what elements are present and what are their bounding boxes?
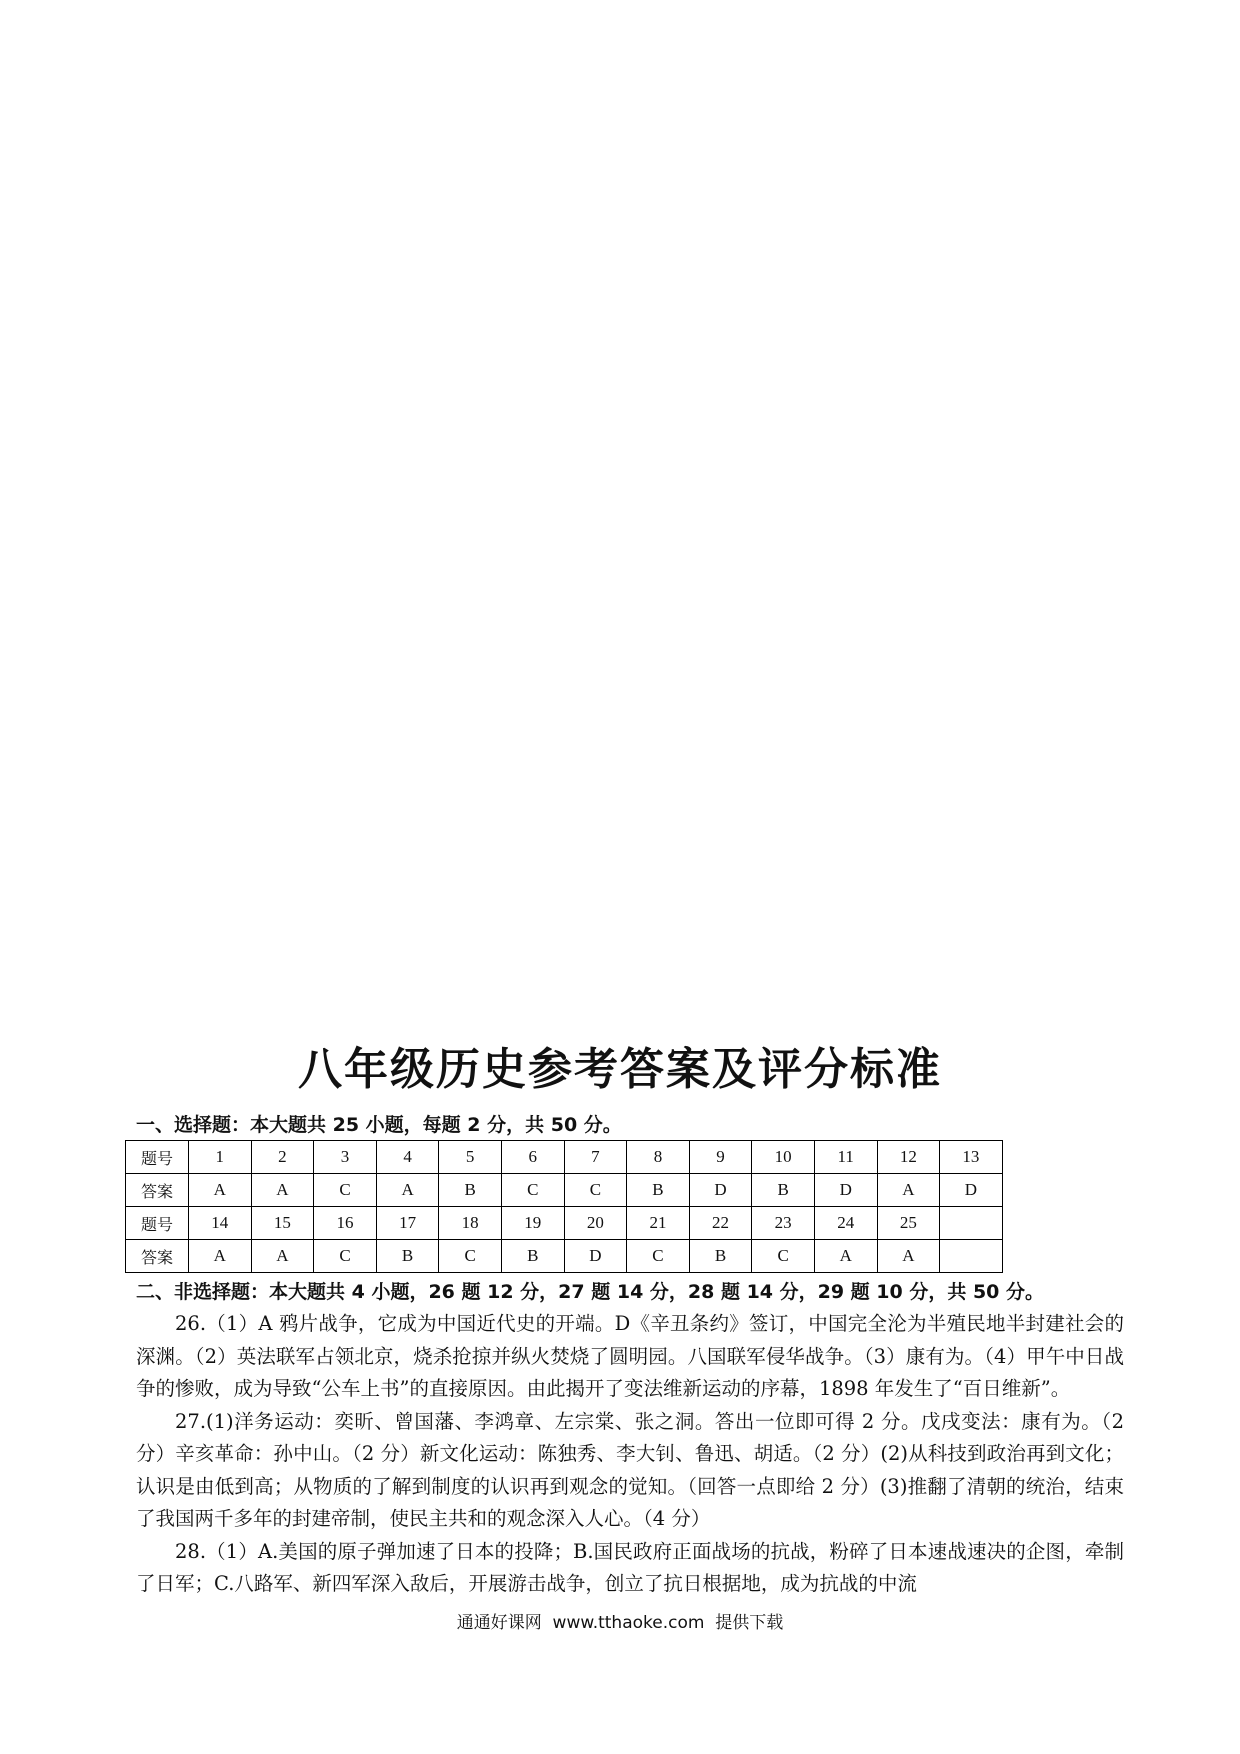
page-title: 八年级历史参考答案及评分标准 [298, 1044, 942, 1095]
answer-cell: C [439, 1240, 502, 1273]
answer-cell: C [627, 1240, 690, 1273]
question-number-cell: 14 [189, 1207, 252, 1240]
table-row-number-row [126, 1141, 1003, 1174]
question-number-cell: 13 [940, 1141, 1003, 1174]
answer-cell: A [189, 1174, 252, 1207]
question-number-cell: 1 [189, 1141, 252, 1174]
answer-cell: C [564, 1174, 627, 1207]
answer-cell [940, 1240, 1003, 1273]
answer-text [136, 1308, 1124, 1601]
answer-cell: A [877, 1174, 940, 1207]
answer-cell: B [439, 1174, 502, 1207]
question-number-cell: 3 [314, 1141, 377, 1174]
answer-cell: B [376, 1240, 439, 1273]
question-number-cell [940, 1207, 1003, 1240]
row-label: 答案 [126, 1240, 189, 1273]
answer-cell: D [564, 1240, 627, 1273]
answer-cell: C [314, 1174, 377, 1207]
row-label: 答案 [126, 1174, 189, 1207]
question-number-cell: 4 [376, 1141, 439, 1174]
question-number-cell: 22 [689, 1207, 752, 1240]
question-number-cell: 23 [752, 1207, 815, 1240]
answer-cell: C [501, 1174, 564, 1207]
question-number-cell: 11 [814, 1141, 877, 1174]
paragraph-q26: 26.（1）A 鸦片战争，它成为中国近代史的开端。D《辛丑条约》签订，中国完全沦为半殖民地半封建社会的深渊。（2）英法联军占领北京，烧杀抢掠并纵火焚烧了圆明园。八国联军侵华战争。（3）康有为。（4）甲午中日战争的惨败，成为导致“公车上书”的直接原因。由此揭开了变法维新运动的序幕，1898 年发生了“百日维新”。 [136, 1312, 1124, 1400]
table-row-answer-row [126, 1174, 1003, 1207]
question-number-cell: 21 [627, 1207, 690, 1240]
question-number-cell: 8 [627, 1141, 690, 1174]
table-row-number-row [126, 1207, 1003, 1240]
answer-cell: C [752, 1240, 815, 1273]
answer-table [125, 1140, 1003, 1273]
question-number-cell: 10 [752, 1141, 815, 1174]
answer-cell: A [251, 1240, 314, 1273]
question-number-cell: 20 [564, 1207, 627, 1240]
paragraph-q28: 28.（1）A.美国的原子弹加速了日本的投降；B.国民政府正面战场的抗战，粉碎了日本速战速决的企图，牵制了日军；C.八路军、新四军深入敌后，开展游击战争，创立了抗日根据地，成为抗战的中流 [136, 1539, 1124, 1595]
question-number-cell: 24 [814, 1207, 877, 1240]
answer-cell: A [189, 1240, 252, 1273]
question-number-cell: 17 [376, 1207, 439, 1240]
answer-cell: D [814, 1174, 877, 1207]
question-number-cell: 15 [251, 1207, 314, 1240]
answer-cell: B [752, 1174, 815, 1207]
question-number-cell: 19 [501, 1207, 564, 1240]
question-number-cell: 5 [439, 1141, 502, 1174]
question-number-cell: 16 [314, 1207, 377, 1240]
footer-source: 通通好课网 www.tthaoke.com 提供下载 [456, 1613, 784, 1633]
question-number-cell: 9 [689, 1141, 752, 1174]
section1-heading: 一、选择题：本大题共 25 小题，每题 2 分，共 50 分。 [136, 1114, 622, 1136]
row-label: 题号 [126, 1141, 189, 1174]
question-number-cell: 7 [564, 1141, 627, 1174]
answer-cell: A [814, 1240, 877, 1273]
answer-cell: A [877, 1240, 940, 1273]
table-row-answer-row [126, 1240, 1003, 1273]
answer-cell: A [251, 1174, 314, 1207]
row-label: 题号 [126, 1207, 189, 1240]
answer-cell: B [501, 1240, 564, 1273]
question-number-cell: 18 [439, 1207, 502, 1240]
question-number-cell: 6 [501, 1141, 564, 1174]
answer-cell: A [376, 1174, 439, 1207]
answer-cell: C [314, 1240, 377, 1273]
answer-cell: D [689, 1174, 752, 1207]
question-number-cell: 25 [877, 1207, 940, 1240]
answer-cell: D [940, 1174, 1003, 1207]
question-number-cell: 12 [877, 1141, 940, 1174]
paragraph-q27: 27.(1)洋务运动：奕昕、曾国藩、李鸿章、左宗棠、张之洞。答出一位即可得 2 分。戊戌变法：康有为。（2 分）辛亥革命：孙中山。（2 分）新文化运动：陈独秀、李大钊、鲁迅、胡适。（2 分）(2)从科技到政治再到文化；认识是由低到高；从物质的了解到制度的认识再到观念的觉知。（回答一点即给 2 分）(3)推翻了清朝的统治，结束了我国两千多年的封建帝制，使民主共和的观念深入人心。（4 分） [136, 1409, 1124, 1530]
answer-cell: B [627, 1174, 690, 1207]
section2-heading: 二、非选择题：本大题共 4 小题，26 题 12 分，27 题 14 分，28 题 14 分，29 题 10 分，共 50 分。 [136, 1281, 1045, 1303]
answer-cell: B [689, 1240, 752, 1273]
question-number-cell: 2 [251, 1141, 314, 1174]
